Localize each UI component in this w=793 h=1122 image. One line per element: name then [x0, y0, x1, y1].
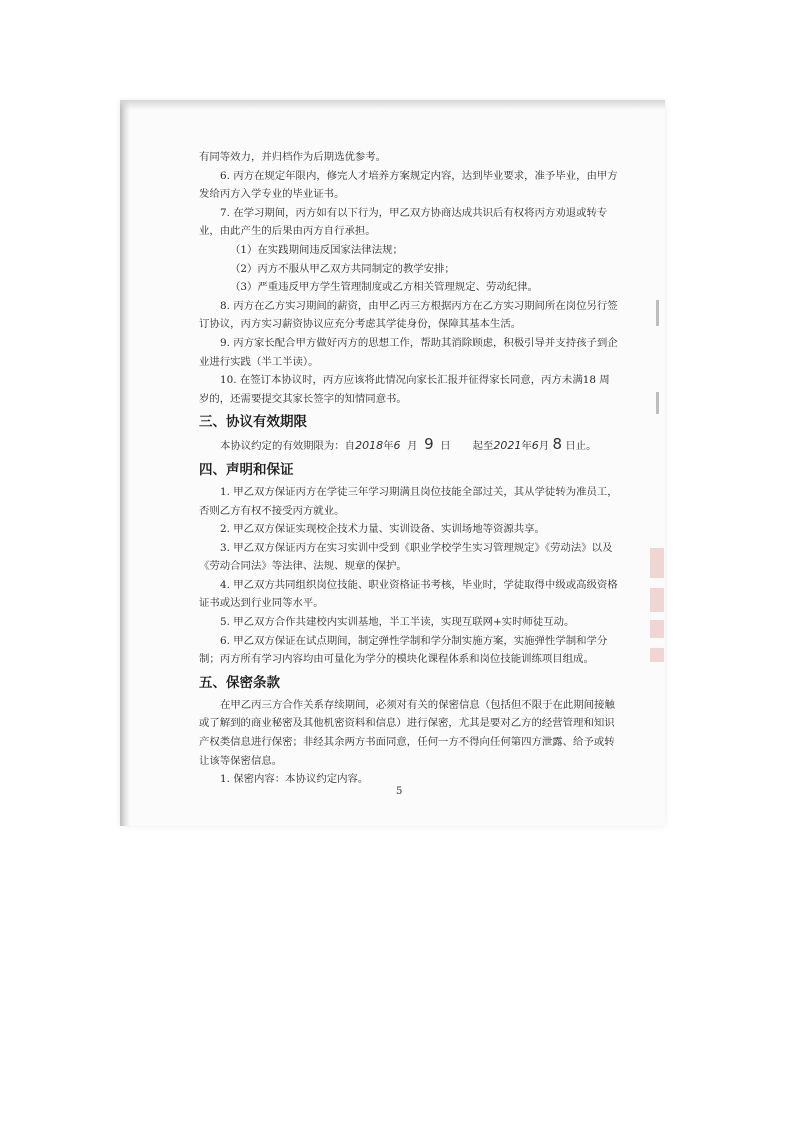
declaration-4: 4. 甲乙双方共同组织岗位技能、职业资格证书考核，毕业时，学徒取得中级或高级资格证书或达到行业同等水平。 [199, 578, 618, 610]
validity-text: 日 [440, 440, 451, 453]
declaration-1: 1. 甲乙双方保证丙方在学徒三年学习期满且岗位技能全部过关，其从学徒转为准员工，否则乙方有权不接受丙方就业。 [199, 485, 618, 517]
handwritten-start-day: 9 [424, 435, 434, 454]
validity-text: 日止。 [565, 440, 597, 453]
handwritten-start-year: 2018 [355, 439, 384, 453]
validity-text: 月 [407, 440, 418, 453]
page-number: 5 [396, 786, 403, 797]
handwritten-end-day: 8 [552, 435, 563, 454]
handwritten-end-year: 2021 [493, 439, 522, 453]
validity-text: 起至 [472, 440, 494, 453]
section-heading-declarations: 四、声明和保证 [199, 461, 294, 478]
seal-stamp-fragment [650, 620, 664, 638]
declaration-2: 2. 甲乙双方保证实现校企技术力量、实训设备、实训场地等资源共享。 [220, 523, 545, 536]
handwritten-start-month: 6 [393, 439, 401, 453]
paragraph: 有同等效力，并归档作为后期选优参考。 [199, 151, 387, 163]
scan-mark [656, 392, 659, 414]
clause-7-item-3: （3）严重违反甲方学生管理制度或乙方相关管理规定、劳动纪律。 [230, 281, 538, 294]
validity-text: 月 [538, 440, 550, 453]
declaration-6: 6. 甲乙双方保证在试点期间，制定弹性学制和学分制实施方案，实施弹性学制和学分制；丙方所有学习内容均由可量化为学分的模块化课程体系和岗位技能训练项目组成。 [199, 634, 608, 666]
validity-text: 年 [521, 440, 532, 453]
validity-period [199, 435, 619, 456]
confidentiality-intro: 在甲乙丙三方合作关系存续期间，必须对有关的保密信息（包括但不限于在此期间接触或了解到的商业秘密及其他机密资料和信息）进行保密，尤其是要对乙方的经营管理和知识产权类信息进行保密；非经其余两方书面同意，任何一方不得向任何第四方泄露、给予或转让该等保密信息。 [199, 698, 615, 767]
declaration-3: 3. 甲乙双方保证丙方在实习实训中受到《职业学校学生实习管理规定》《劳动法》以及《劳动合同法》等法律、法规、规章的保护。 [199, 541, 613, 573]
seal-stamp-fragment [650, 648, 664, 662]
confidentiality-item-1: 1. 保密内容：本协议约定内容。 [220, 773, 369, 786]
clause-9: 9. 丙方家长配合甲方做好丙方的思想工作，帮助其消除顾虑，积极引导并支持孩子到企业进行实践（半工半读）。 [199, 336, 618, 368]
validity-text: 年 [383, 440, 394, 453]
clause-6: 6. 丙方在规定年限内，修完人才培养方案规定内容，达到毕业要求，准予毕业，由甲方发给丙方入学专业的毕业证书。 [199, 169, 618, 201]
scan-mark [656, 300, 659, 326]
document-body [199, 148, 619, 789]
section-heading-validity: 三、协议有效期限 [199, 414, 307, 431]
clause-7-item-1: （1）在实践期间违反国家法律法规； [230, 243, 403, 256]
clause-7: 7. 在学习期间，丙方如有以下行为，甲乙双方协商达成共识后有权将丙方劝退或转专业，由此产生的后果由丙方自行承担。 [199, 206, 608, 238]
section-heading-confidentiality: 五、保密条款 [199, 674, 280, 691]
clause-10: 10. 在签订本协议时，丙方应该将此情况向家长汇报并征得家长同意，丙方未满18 周岁的，还需要提交其家长签字的知情同意书。 [199, 374, 610, 405]
scan-shadow-top [120, 100, 665, 110]
seal-stamp-fragment [650, 588, 664, 612]
clause-7-item-2: （2）丙方不服从甲乙双方共同制定的教学安排； [230, 262, 455, 275]
handwritten-end-month: 6 [531, 439, 539, 453]
seal-stamp-fragment [650, 548, 664, 578]
validity-text: 本协议约定的有效期限为：自 [220, 440, 356, 453]
declaration-5: 5. 甲乙双方合作共建校内实训基地，半工半读，实现互联网+实时师徒互动。 [220, 616, 575, 629]
scan-shadow-left [120, 100, 130, 826]
clause-8: 8. 丙方在乙方实习期间的薪资，由甲乙丙三方根据丙方在乙方实习期间所在岗位另行签订协议，丙方实习薪资协议应充分考虑其学徒身份，保障其基本生活。 [199, 299, 618, 331]
